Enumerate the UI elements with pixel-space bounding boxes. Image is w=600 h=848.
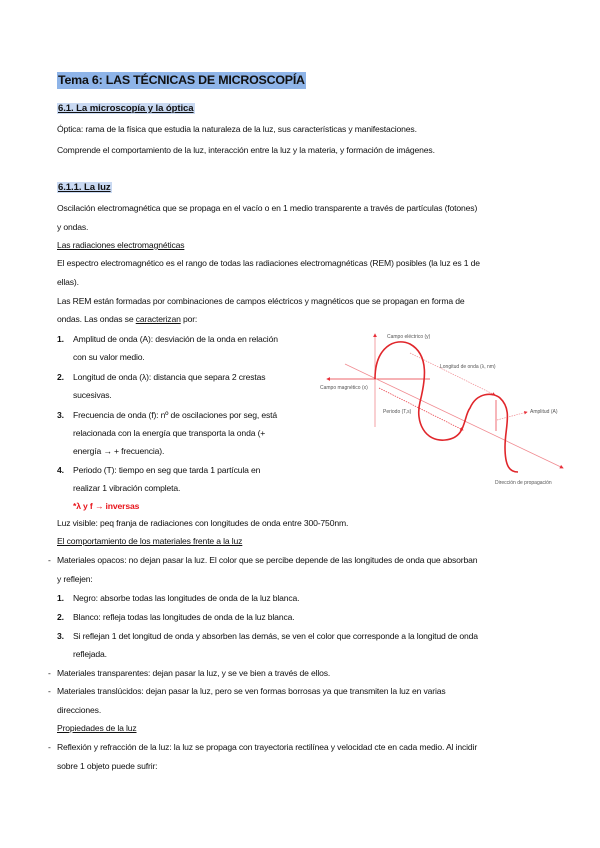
- list-text: : nº de oscilaciones por seg, está: [156, 410, 277, 420]
- list-label: Frecuencia de onda (f): [73, 410, 157, 420]
- paragraph-line: Materiales opacos: no dejan pasar la luz. El color que se percibe depende de las longitudes de onda que absorban: [57, 555, 478, 565]
- text: ondas. Las ondas se: [57, 314, 136, 324]
- list-number: 1.: [57, 593, 64, 603]
- list-continuation: sucesivas.: [73, 390, 112, 400]
- list-continuation: reflejada.: [73, 649, 107, 659]
- list-item: [57, 410, 277, 421]
- subheading-properties: Propiedades de la luz: [57, 723, 137, 733]
- list-text: Si reflejan 1 det longitud de onda y absorben las demás, se ven el color que corresponde a la longitud de onda: [73, 631, 478, 641]
- amplitude-pointer: [497, 412, 527, 420]
- electromagnetic-wave-diagram: [315, 322, 587, 492]
- subheading-materials: El comportamiento de los materiales frente a la luz: [57, 536, 243, 546]
- list-item: [57, 465, 260, 476]
- list-number: 2.: [57, 612, 64, 622]
- list-number: 1.: [57, 334, 64, 344]
- bullet-dash: -: [48, 668, 51, 678]
- list-number: 3.: [57, 631, 64, 641]
- page-title: Tema 6: LAS TÉCNICAS DE MICROSCOPÍA: [58, 73, 305, 87]
- paragraph-line: Comprende el comportamiento de la luz, interacción entre la luz y la materia, y formación de imágenes.: [57, 145, 435, 155]
- list-item: [57, 593, 299, 604]
- list-item: [57, 334, 278, 345]
- paragraph-line: Materiales translúcidos: dejan pasar la luz, pero se ven formas borrosas ya que transmiten la luz en varias: [57, 686, 446, 696]
- paragraph-line: El espectro electromagnético es el rango de todas las radiaciones electromagnéticas (REM) posibles (la luz es 1 de: [57, 258, 480, 268]
- list-text: : distancia que separa 2 crestas: [148, 372, 266, 382]
- list-item: [57, 372, 265, 383]
- label-magnetic-field: Campo magnético (x): [320, 385, 368, 391]
- subheading-rem: Las radiaciones electromagnéticas: [57, 240, 185, 250]
- inverse-note: *λ y f → inversas: [73, 501, 140, 511]
- paragraph-line: Óptica: rama de la física que estudia la naturaleza de la luz, sus características y manifestaciones.: [57, 124, 417, 134]
- paragraph-line: [57, 314, 197, 325]
- label-electric-field: Campo eléctrico (y): [387, 334, 431, 340]
- paragraph-line: Las REM están formadas por combinaciones de campos eléctricos y magnéticos que se propagan en forma de: [57, 296, 465, 306]
- wave-curve: [375, 342, 518, 472]
- list-number: 2.: [57, 372, 64, 382]
- paragraph-line: Luz visible: peq franja de radiaciones con longitudes de onda entre 300-750nm.: [57, 518, 349, 528]
- paragraph-line: Oscilación electromagnética que se propaga en el vacío o en 1 medio transparente a través de partículas (fotones): [57, 203, 478, 213]
- paragraph-line: Reflexión y refracción de la luz: la luz se propaga con trayectoria rectilínea y velocidad cte en cada medio. Al incidir: [57, 742, 478, 752]
- paragraph-line: ellas).: [57, 277, 79, 287]
- list-item: [57, 631, 478, 642]
- section-heading-6-1: 6.1. La microscopía y la óptica: [58, 103, 194, 114]
- paragraph-line: y reflejen:: [57, 574, 93, 584]
- list-label: Periodo (T): [73, 465, 115, 475]
- list-text: : tiempo en seg que tarda 1 partícula en: [114, 465, 261, 475]
- list-label: Longitud de onda (λ): [73, 372, 149, 382]
- list-text: Negro: absorbe todas las longitudes de onda de la luz blanca.: [73, 593, 300, 603]
- list-label: Amplitud de onda (A): [73, 334, 151, 344]
- paragraph-line: direcciones.: [57, 705, 102, 715]
- list-continuation: energía → + frecuencia).: [73, 446, 165, 456]
- bullet-dash: -: [48, 686, 51, 696]
- propagation-axis-arrow: [345, 364, 563, 468]
- list-continuation: con su valor medio.: [73, 352, 145, 362]
- bullet-dash: -: [48, 555, 51, 565]
- bullet-dash: -: [48, 742, 51, 752]
- list-continuation: relacionada con la energía que transporta la onda (+: [73, 428, 266, 438]
- paragraph-line: sobre 1 objeto puede sufrir:: [57, 761, 158, 771]
- text: por:: [180, 314, 198, 324]
- list-item: [57, 612, 294, 623]
- paragraph-line: Materiales transparentes: dejan pasar la luz, y se ve bien a través de ellos.: [57, 668, 331, 678]
- label-period: Periodo (T,s): [383, 409, 412, 415]
- label-wavelength: Longitud de onda (λ, nm): [440, 364, 496, 370]
- paragraph-line: y ondas.: [57, 222, 89, 232]
- label-propagation: Dirección de propagación: [495, 480, 552, 486]
- list-text: Blanco: refleja todas las longitudes de onda de la luz blanca.: [73, 612, 295, 622]
- list-number: 4.: [57, 465, 64, 475]
- section-heading-6-1-1: 6.1.1. La luz: [58, 182, 111, 193]
- list-text: : desviación de la onda en relación: [150, 334, 278, 344]
- underlined-text: caracterizan: [135, 314, 181, 324]
- list-number: 3.: [57, 410, 64, 420]
- label-amplitude: Amplitud (A): [530, 409, 558, 415]
- list-continuation: realizar 1 vibración completa.: [73, 483, 181, 493]
